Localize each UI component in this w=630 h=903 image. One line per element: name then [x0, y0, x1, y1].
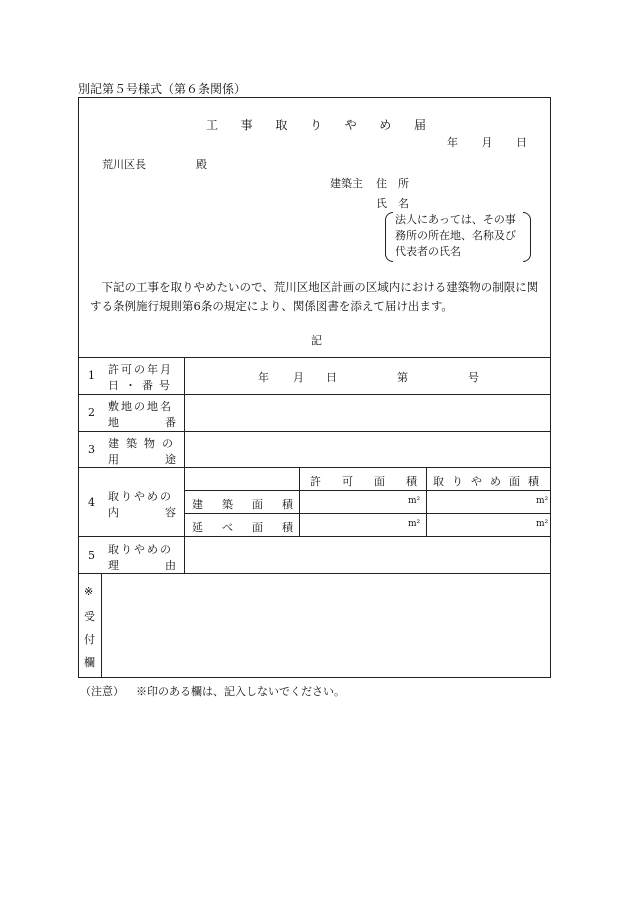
note-line: 務所の所在地、名称及び [395, 229, 516, 242]
form-number-caption: 別記第５号様式（第６条関係） [78, 82, 247, 96]
note-line: 法人にあっては、その事 [395, 213, 516, 226]
table-rule [78, 467, 551, 468]
note-line: 代表者の氏名 [395, 245, 461, 258]
date-day: 日 [516, 136, 527, 149]
cancel-area-header: 取りやめ面積 [433, 475, 547, 488]
title-char: り [309, 118, 322, 132]
title-char: 工 [206, 118, 219, 132]
table-rule [184, 490, 551, 491]
addressee: 荒川区長 [102, 158, 146, 171]
building-area-label: 建築面積 [192, 498, 312, 511]
honorific: 殿 [196, 158, 207, 171]
right-bracket [523, 212, 531, 262]
unit-sqm: m² [408, 519, 421, 529]
row-label: 取りやめの [108, 490, 173, 503]
row-label: 敷地の地名 [108, 400, 173, 413]
footnote-label: （注意） [80, 685, 124, 698]
left-bracket [385, 212, 393, 262]
reception-char: 受 [84, 610, 95, 623]
title-char: め [379, 118, 392, 132]
unit-sqm: m² [408, 496, 421, 506]
permit-year: 年 [258, 371, 269, 384]
permit-day: 日 [326, 371, 337, 384]
title-char: 事 [240, 118, 253, 132]
row-label: 建築物の [108, 437, 180, 450]
row-label: 取りやめの [108, 543, 173, 556]
reception-mark: ※ [84, 585, 94, 598]
permit-area-header: 許可面積 [310, 475, 438, 488]
permit-no-prefix: 第 [397, 371, 408, 384]
table-rule [78, 573, 551, 574]
row-number: 2 [88, 406, 95, 419]
row-number: 5 [88, 549, 95, 562]
row-label: 許可の年月 [108, 363, 173, 376]
reception-char: 付 [84, 633, 95, 646]
row-label: 用 途 [108, 453, 176, 466]
unit-sqm: m² [536, 519, 549, 529]
table-rule [78, 357, 551, 358]
title-char: 届 [413, 118, 426, 132]
address-label: 住 所 [376, 177, 409, 190]
notice-text: 下記の工事を取りやめたいので、荒川区地区計画の区域内における建築物の制限に関する条例施行規則第6条の規定により、関係図書を添えて届け出ます。 [90, 280, 539, 313]
permit-month: 月 [293, 371, 304, 384]
table-rule [101, 573, 102, 678]
floor-area-label: 延べ面積 [192, 521, 312, 534]
table-rule [184, 513, 551, 514]
table-rule [78, 394, 551, 395]
filing-date [447, 134, 527, 150]
row-number: 4 [88, 496, 95, 509]
title-char: 取 [275, 118, 288, 132]
table-rule [78, 431, 551, 432]
date-month: 月 [481, 136, 493, 149]
row-label: 理 由 [108, 559, 176, 572]
applicant-label: 建築主 [330, 177, 363, 190]
permit-no-suffix: 号 [468, 371, 479, 384]
ki-heading: 記 [311, 334, 322, 347]
date-year: 年 [447, 136, 458, 149]
row-label: 内 容 [108, 506, 176, 519]
unit-sqm: m² [536, 496, 549, 506]
row-label: 日・番号 [108, 379, 176, 392]
title-char: や [344, 118, 357, 132]
table-rule [78, 536, 551, 537]
footnote-text: ※印のある欄は、記入しないでください。 [136, 685, 345, 698]
row-label: 地 番 [108, 416, 176, 429]
corporation-note [385, 212, 531, 262]
name-label: 氏 名 [376, 197, 409, 210]
form-title [206, 116, 426, 133]
row-number: 3 [88, 443, 95, 456]
row-number: 1 [88, 369, 95, 382]
reception-char: 欄 [84, 656, 95, 669]
table-rule [184, 357, 185, 573]
